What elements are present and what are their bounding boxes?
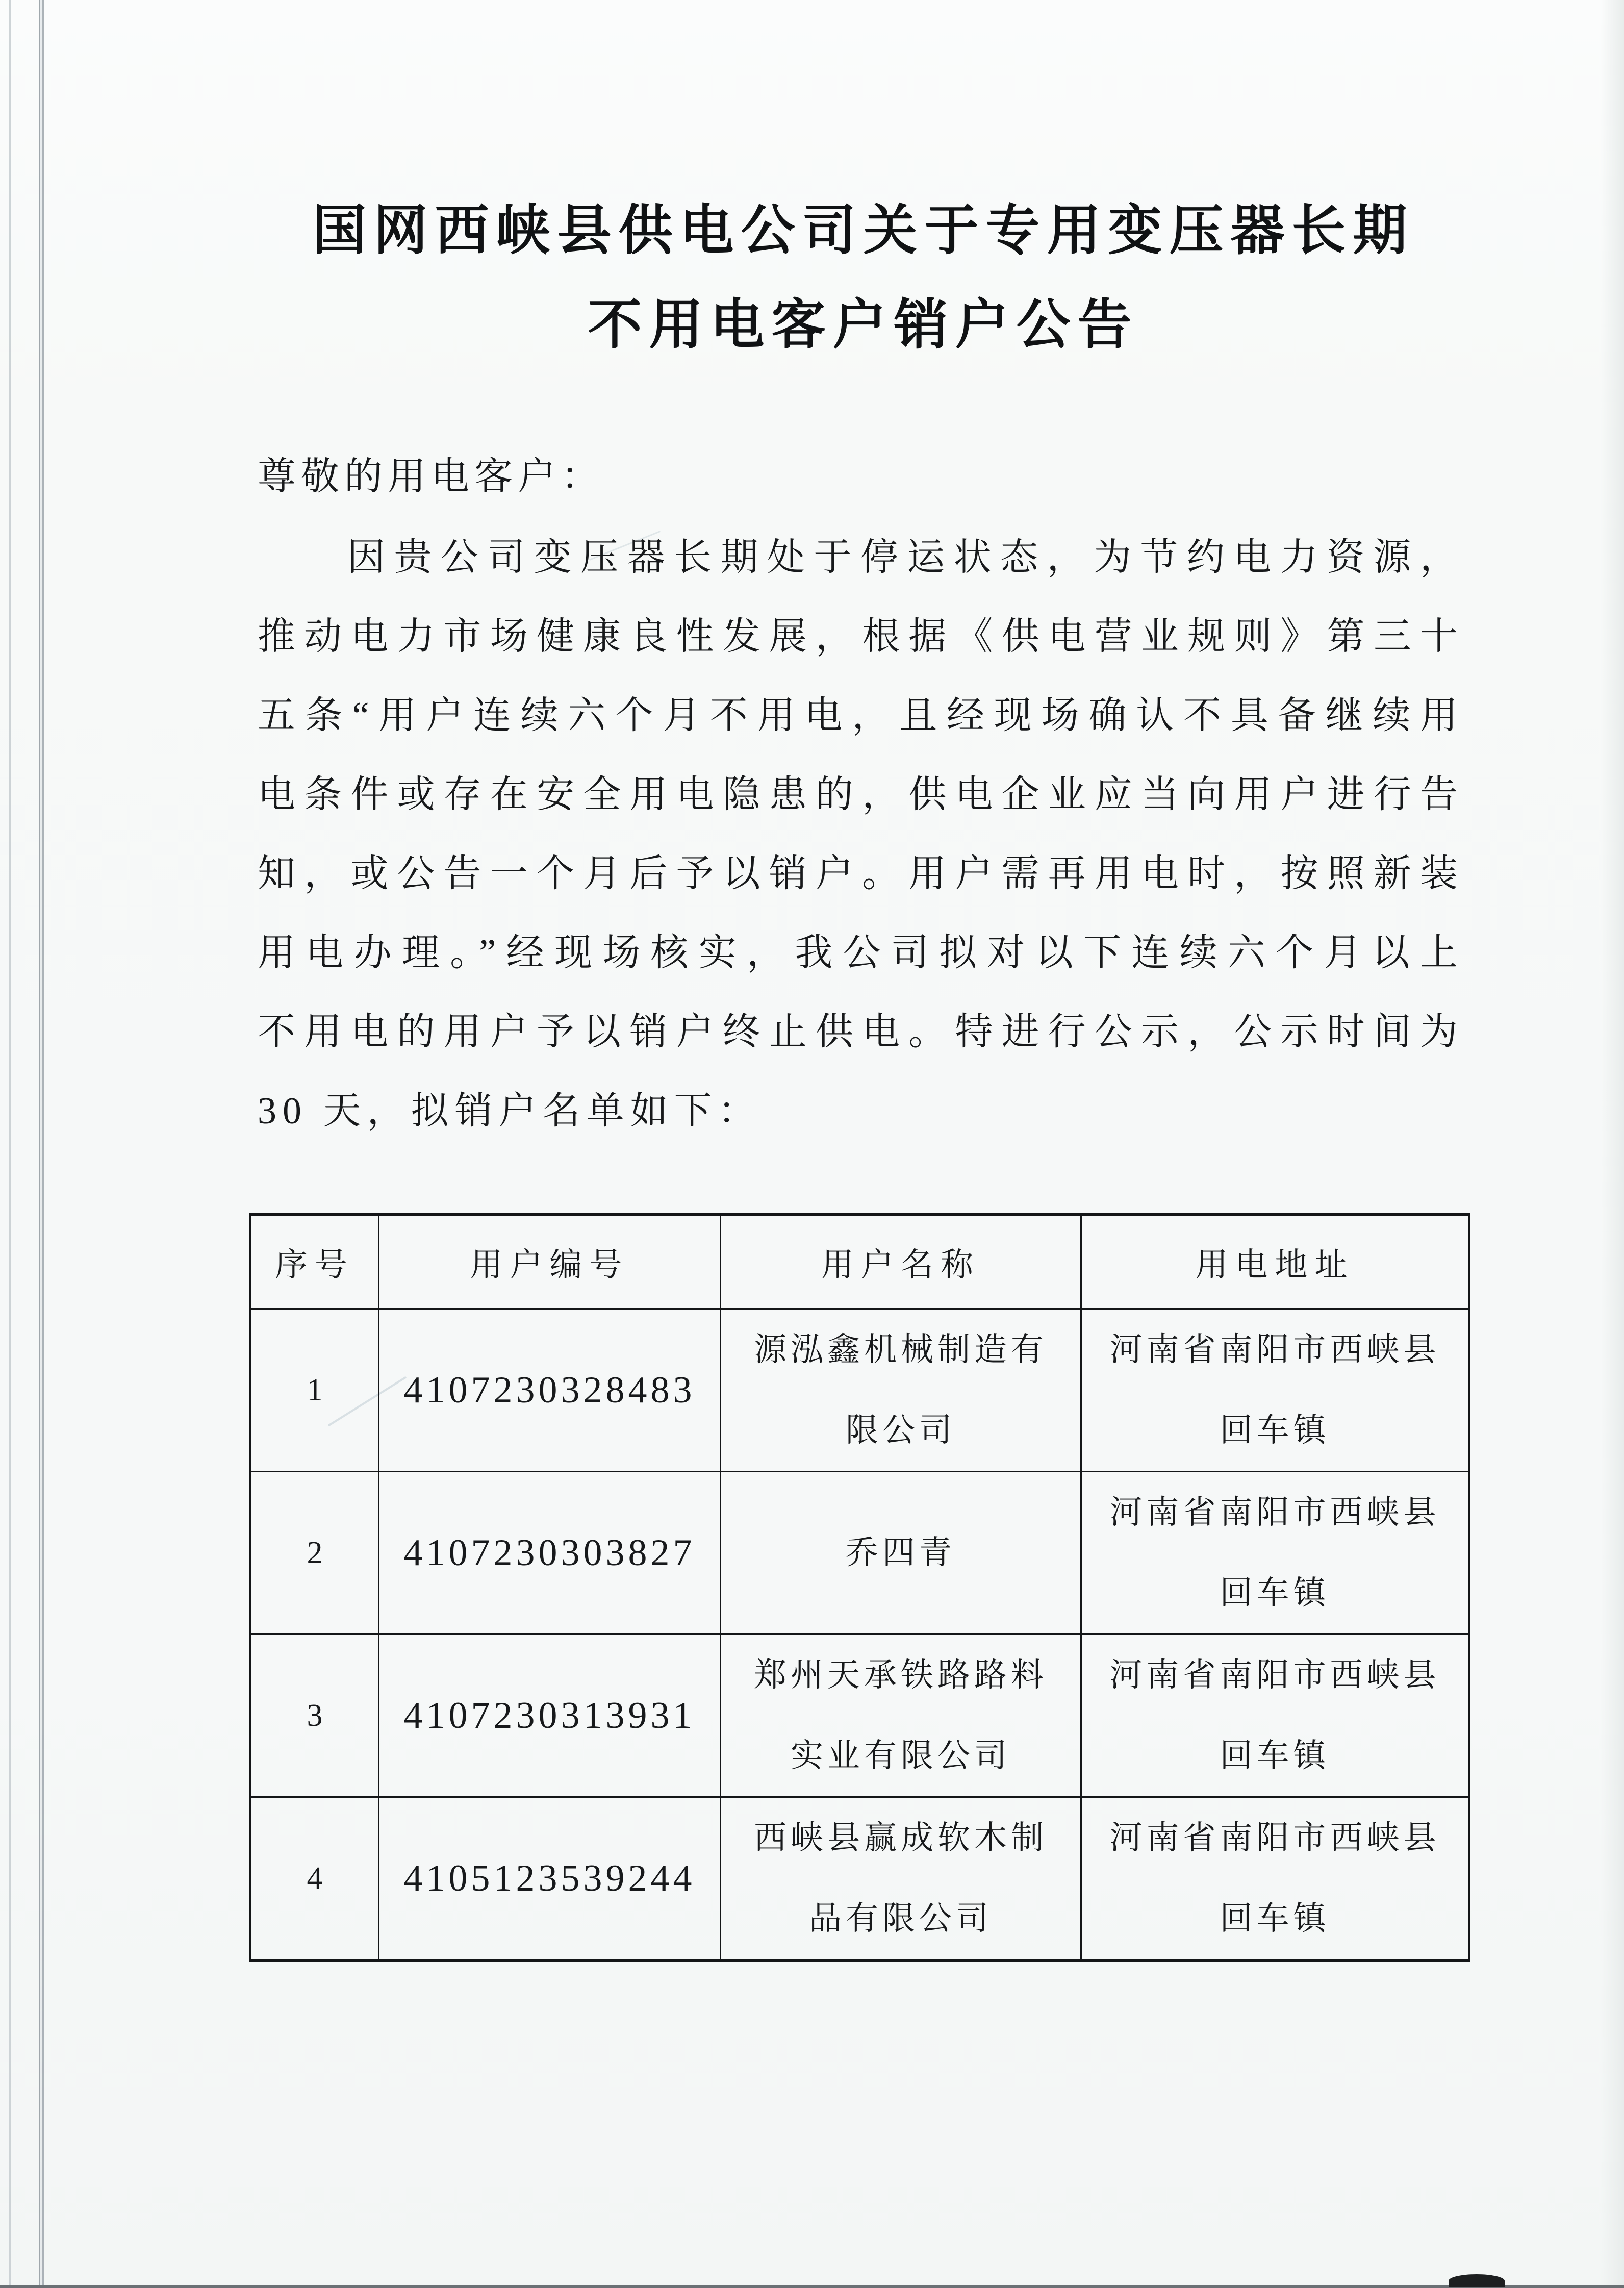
table-header-row <box>250 1215 1469 1309</box>
cell-no: 2 <box>250 1472 379 1635</box>
table-header-no: 序号 <box>250 1215 379 1309</box>
notice-body <box>258 518 1464 1151</box>
cell-address: 河南省南阳市西峡县回车镇 <box>1081 1635 1469 1797</box>
cell-no: 1 <box>250 1309 379 1472</box>
table-header-customer-name: 用户名称 <box>721 1215 1081 1309</box>
paragraph-line: 电条件或存在安全用电隐患的，供电企业应当向用户进行告 <box>258 774 1464 816</box>
table-header-customer-id: 用户编号 <box>379 1215 721 1309</box>
cancellation-customers-table <box>249 1213 1470 1962</box>
cell-customer-id: 4105123539244 <box>379 1797 721 1960</box>
cell-customer-name: 郑州天承铁路路料实业有限公司 <box>721 1635 1081 1797</box>
paragraph-line: 用电办理。”经现场核实，我公司拟对以下连续六个月以上 <box>258 932 1464 974</box>
cell-customer-name: 西峡县赢成软木制品有限公司 <box>721 1797 1081 1960</box>
salutation: 尊敬的用电客户： <box>258 456 605 498</box>
scan-bottom-edge <box>0 2285 1624 2288</box>
table-row <box>250 1472 1469 1635</box>
cell-customer-id: 4107230313931 <box>379 1635 721 1797</box>
cell-customer-name: 源泓鑫机械制造有限公司 <box>721 1309 1081 1472</box>
scan-right-shade <box>1601 0 1624 2288</box>
cell-address: 河南省南阳市西峡县回车镇 <box>1081 1797 1469 1960</box>
scan-binding-line-icon <box>39 0 45 2288</box>
page-title-line-1: 国网西峡县供电公司关于专用变压器长期 <box>312 201 1414 261</box>
paragraph-line: 推动电力市场健康良性发展，根据《供电营业规则》第三十 <box>258 616 1464 658</box>
cell-no: 3 <box>250 1635 379 1797</box>
paragraph-line: 因贵公司变压器长期处于停运状态，为节约电力资源， <box>347 537 1464 579</box>
cell-address: 河南省南阳市西峡县回车镇 <box>1081 1472 1469 1635</box>
page-title-line-2: 不用电客户销户公告 <box>588 295 1139 355</box>
table-row <box>250 1797 1469 1960</box>
paragraph-line: 知，或公告一个月后予以销户。用户需再用电时，按照新装 <box>258 853 1464 895</box>
page-title <box>258 184 1469 372</box>
scan-bottom-blob <box>1449 2274 1505 2287</box>
cell-address: 河南省南阳市西峡县回车镇 <box>1081 1309 1469 1472</box>
scan-edge-line-icon <box>9 0 11 2288</box>
paragraph-line: 30 天，拟销户名单如下： <box>258 1090 762 1132</box>
table-row <box>250 1635 1469 1797</box>
table-row <box>250 1309 1469 1472</box>
cell-no: 4 <box>250 1797 379 1960</box>
cell-customer-name: 乔四青 <box>721 1472 1081 1635</box>
cell-customer-id: 4107230328483 <box>379 1309 721 1472</box>
paragraph-line: 五条“用户连续六个月不用电，且经现场确认不具备继续用 <box>258 695 1464 737</box>
cell-customer-id: 4107230303827 <box>379 1472 721 1635</box>
paragraph-line: 不用电的用户予以销户终止供电。特进行公示，公示时间为 <box>258 1011 1464 1053</box>
table-header-address: 用电地址 <box>1081 1215 1469 1309</box>
